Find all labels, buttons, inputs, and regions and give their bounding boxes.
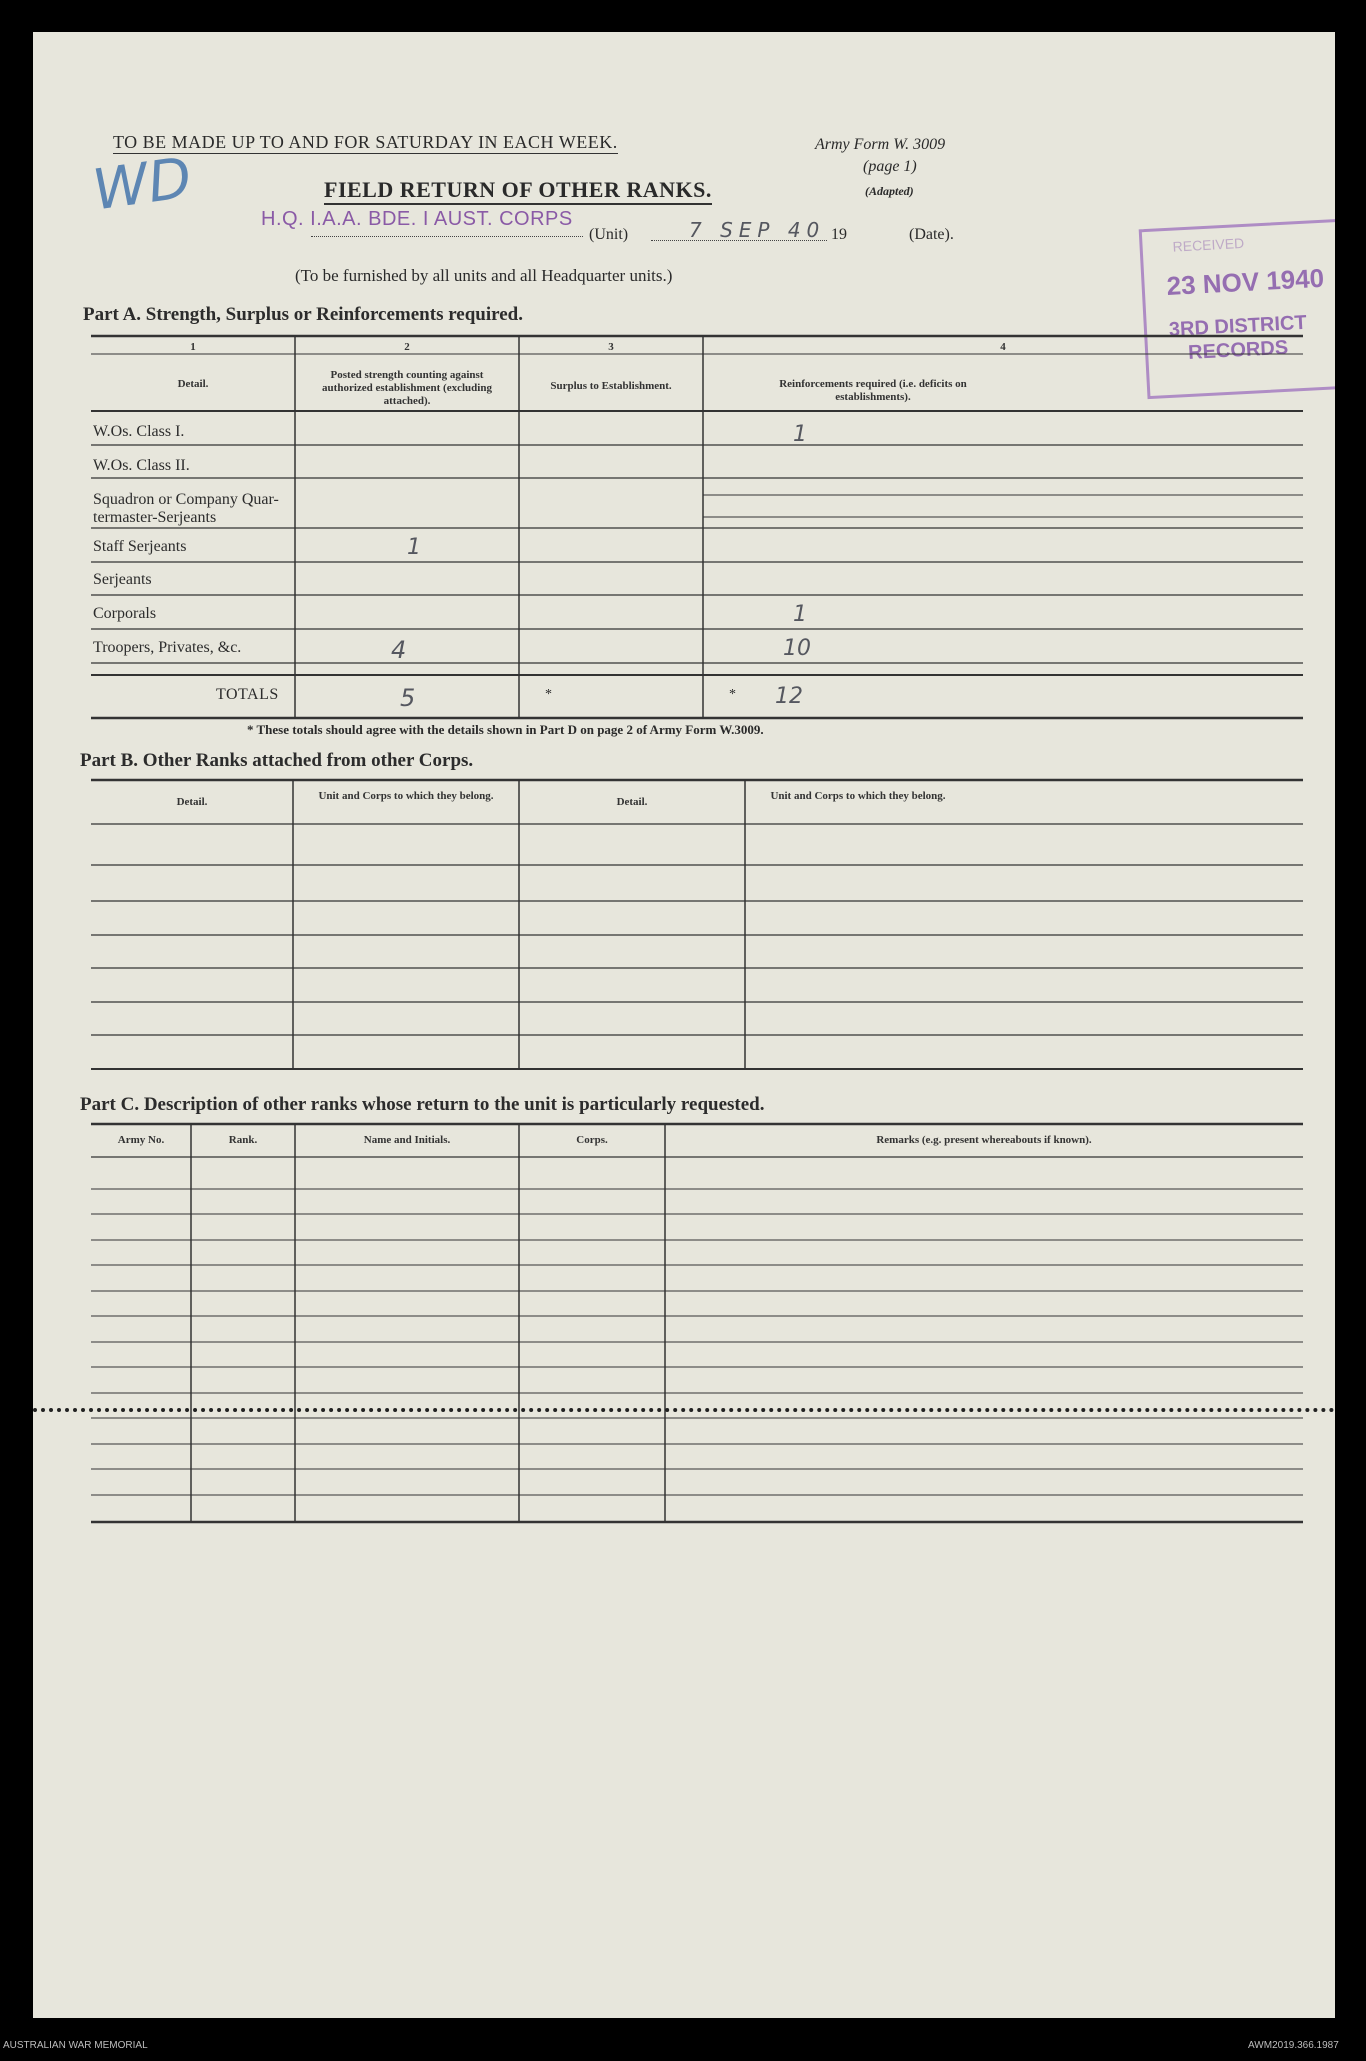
year-prefix: 19: [831, 226, 847, 243]
stamp-date: 23 NOV 1940: [1165, 262, 1325, 301]
handwritten-date: 7 SEP 40: [689, 218, 826, 242]
adapted-note: (Adapted): [865, 184, 914, 198]
value-total-reinforcements: 12: [775, 684, 803, 709]
value-troopers-posted: 4: [391, 636, 407, 664]
part-b-header-detail-2: Detail.: [616, 796, 648, 808]
part-a-heading: Part A. Strength, Surplus or Reinforcements required.: [83, 304, 523, 325]
page-number: (page 1): [863, 158, 917, 175]
unit-stamp: H.Q. I.A.A. BDE. I AUST. CORPS: [261, 208, 573, 230]
value-staff-serjeants-posted: 1: [407, 535, 421, 560]
caption-institution: AUSTRALIAN WAR MEMORIAL: [3, 2040, 148, 2051]
part-b-header-detail-1: Detail.: [176, 796, 208, 808]
perforation-line: [33, 1408, 1335, 1412]
row-label-cqms: Squadron or Company Quar- termaster-Serjeants: [93, 491, 279, 526]
row-label-wo-class-2: W.Os. Class II.: [93, 457, 190, 474]
part-c-header-corps: Corps.: [576, 1134, 608, 1146]
row-label-staff-serjeants: Staff Serjeants: [93, 538, 187, 555]
form-sheet: [33, 32, 1335, 2018]
unit-label: (Unit): [589, 226, 629, 243]
header-detail: Detail.: [177, 378, 209, 390]
total-surplus-mark: *: [545, 687, 552, 702]
col-number-1: 1: [190, 341, 196, 353]
row-label-troopers: Troopers, Privates, &c.: [93, 639, 242, 656]
value-total-posted: 5: [400, 684, 416, 712]
col-number-4: 4: [1000, 341, 1006, 353]
col-number-2: 2: [404, 341, 410, 353]
total-reinforcements-mark: *: [729, 687, 736, 702]
header-posted-strength: Posted strength counting against authorized establishment (excluding attached).: [322, 369, 492, 407]
caption-accession-number: AWM2019.366.1987: [1248, 2040, 1339, 2051]
part-c-header-name: Name and Initials.: [363, 1134, 451, 1146]
row-label-wo-class-1: W.Os. Class I.: [93, 423, 185, 440]
part-b-heading: Part B. Other Ranks attached from other Corps.: [80, 750, 474, 771]
part-c-header-remarks: Remarks (e.g. present whereabouts if known).: [876, 1134, 1092, 1146]
header-surplus: Surplus to Establishment.: [550, 380, 672, 392]
instruction-line: TO BE MADE UP TO AND FOR SATURDAY IN EACH WEEK.: [113, 132, 618, 152]
row-label-corporals: Corporals: [93, 605, 157, 622]
part-b-header-unit-2: Unit and Corps to which they belong.: [770, 790, 946, 802]
part-b-header-unit-1: Unit and Corps to which they belong.: [318, 790, 494, 802]
page-title: FIELD RETURN OF OTHER RANKS.: [324, 177, 712, 205]
stamp-records: RECORDS: [1187, 336, 1289, 364]
value-corporals-reinforcements: 1: [793, 602, 807, 627]
stamp-received: RECEIVED: [1172, 234, 1245, 255]
part-a-footnote: * These totals should agree with the details shown in Part D on page 2 of Army Form W.3009.: [247, 722, 764, 737]
part-c-header-army-no: Army No.: [117, 1134, 165, 1146]
header-reinforcements: Reinforcements required (i.e. deficits on establishments).: [779, 378, 967, 403]
part-c-header-rank: Rank.: [228, 1134, 258, 1146]
value-wo1-reinforcements: 1: [793, 422, 807, 447]
part-c-heading: Part C. Description of other ranks whose return to the unit is particularly requested.: [80, 1094, 765, 1115]
form-number: Army Form W. 3009: [815, 136, 946, 153]
furnish-note: (To be furnished by all units and all Headquarter units.): [295, 266, 673, 285]
handwritten-initials: WD: [88, 145, 196, 224]
stamp-district: 3RD DISTRICT: [1168, 311, 1308, 341]
value-troopers-reinforcements: 10: [783, 636, 811, 661]
row-label-serjeants: Serjeants: [93, 571, 152, 588]
col-number-3: 3: [608, 341, 614, 353]
date-label: (Date).: [909, 226, 954, 243]
totals-label: TOTALS: [216, 686, 279, 703]
ruled-lines: [33, 32, 1335, 2018]
